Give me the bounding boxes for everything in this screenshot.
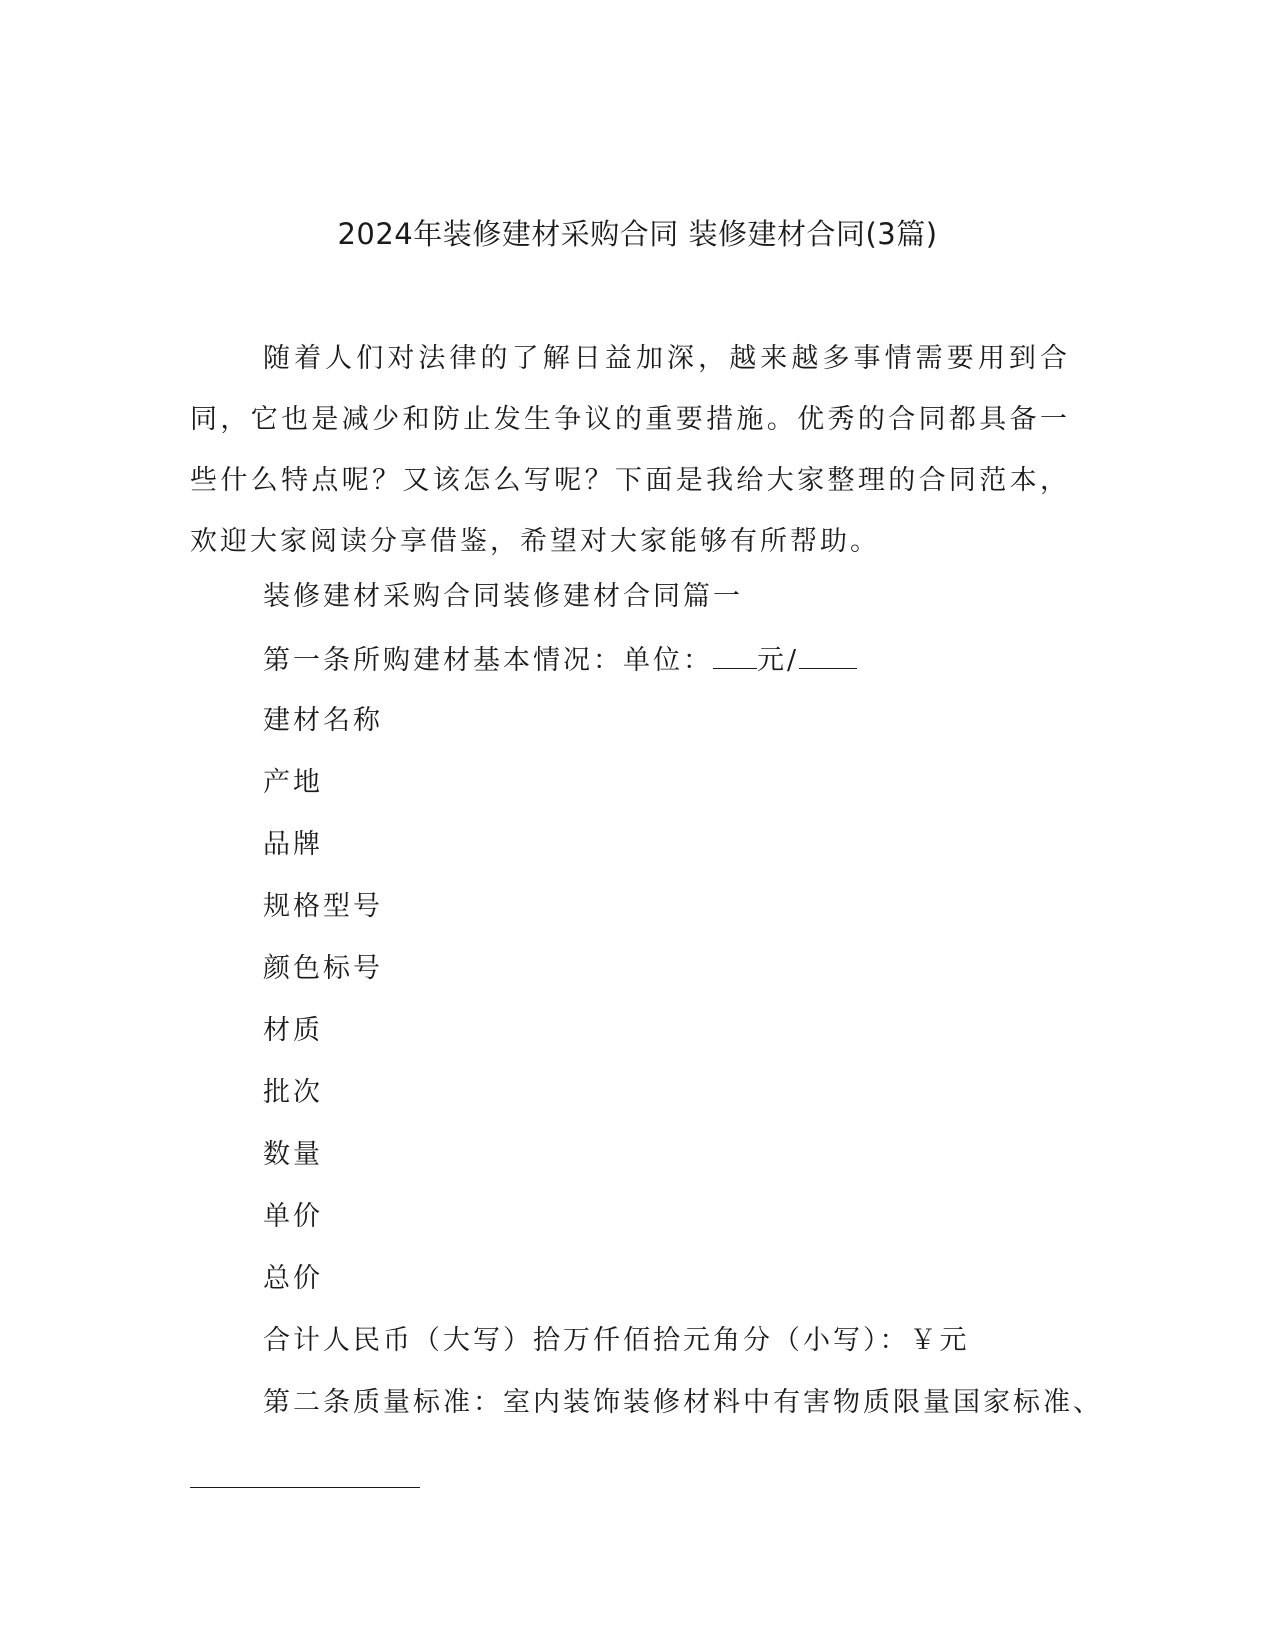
total-line: 合计人民币（大写）拾万仟佰拾元角分（小写）：￥元 xyxy=(263,1325,970,1356)
clause-one-unit: 元/ xyxy=(757,645,800,676)
field-item: 批次 xyxy=(263,1077,323,1108)
clause-two: 第二条质量标准：室内装饰装修材料中有害物质限量国家标准、 xyxy=(263,1387,1103,1418)
blank-line xyxy=(799,644,857,669)
field-item: 建材名称 xyxy=(263,705,383,736)
footnote-divider xyxy=(190,1487,420,1488)
field-item: 总价 xyxy=(263,1263,323,1294)
field-item: 材质 xyxy=(263,1015,323,1046)
intro-paragraph: 随着人们对法律的了解日益加深，越来越多事情需要用到合同，它也是减少和防止发生争议的重要措施。优秀的合同都具备一些什么特点呢？又该怎么写呢？下面是我给大家整理的合同范本，欢迎大家阅读分享借鉴，希望对大家能够有所帮助。 xyxy=(190,343,1070,557)
field-item: 颜色标号 xyxy=(263,953,383,984)
field-item: 规格型号 xyxy=(263,891,383,922)
field-item: 产地 xyxy=(263,767,323,798)
document-body xyxy=(190,328,1103,1450)
field-item: 单价 xyxy=(263,1201,323,1232)
field-item: 品牌 xyxy=(263,829,323,860)
blank-line xyxy=(713,644,757,669)
clause-one-prefix: 第一条所购建材基本情况：单位： xyxy=(263,645,713,676)
field-item: 数量 xyxy=(263,1139,323,1170)
section-heading: 装修建材采购合同装修建材合同篇一 xyxy=(263,581,743,612)
document-title: 2024年装修建材采购合同 装修建材合同(3篇) xyxy=(337,217,938,251)
clause-one xyxy=(190,644,1070,706)
